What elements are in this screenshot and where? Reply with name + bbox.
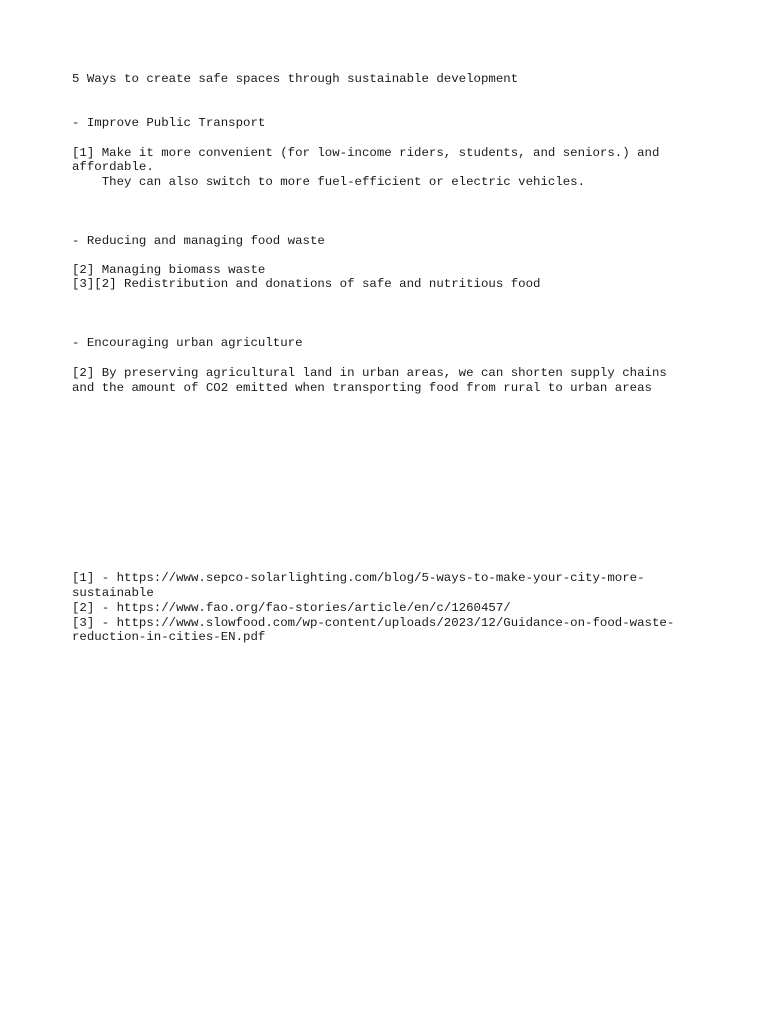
section-heading-food-waste: - Reducing and managing food waste: [72, 234, 325, 248]
section-heading-urban-agriculture: - Encouraging urban agriculture: [72, 336, 303, 350]
reference-line: [2] - https://www.fao.org/fao-stories/article/en/c/1260457/: [72, 601, 511, 615]
section-text-line: [2] Managing biomass waste: [72, 263, 266, 277]
document-title: 5 Ways to create safe spaces through sustainable development: [72, 72, 519, 86]
reference-line: [1] - https://www.sepco-solarlighting.com/blog/5-ways-to-make-your-city-more-: [72, 571, 645, 585]
reference-line: [3] - https://www.slowfood.com/wp-content/uploads/2023/12/Guidance-on-food-waste-: [72, 616, 675, 630]
section-text-line: [3][2] Redistribution and donations of safe and nutritious food: [72, 277, 541, 291]
reference-line: reduction-in-cities-EN.pdf: [72, 630, 266, 644]
section-text-line: They can also switch to more fuel-efficient or electric vehicles.: [72, 175, 586, 189]
section-text-line: [1] Make it more convenient (for low-income riders, students, and seniors.) and: [72, 146, 660, 160]
section-text-line: affordable.: [72, 160, 154, 174]
section-text-line: [2] By preserving agricultural land in urban areas, we can shorten supply chains: [72, 366, 667, 380]
reference-line: sustainable: [72, 586, 154, 600]
section-heading-public-transport: - Improve Public Transport: [72, 116, 266, 130]
section-text-line: and the amount of CO2 emitted when transporting food from rural to urban areas: [72, 381, 652, 395]
